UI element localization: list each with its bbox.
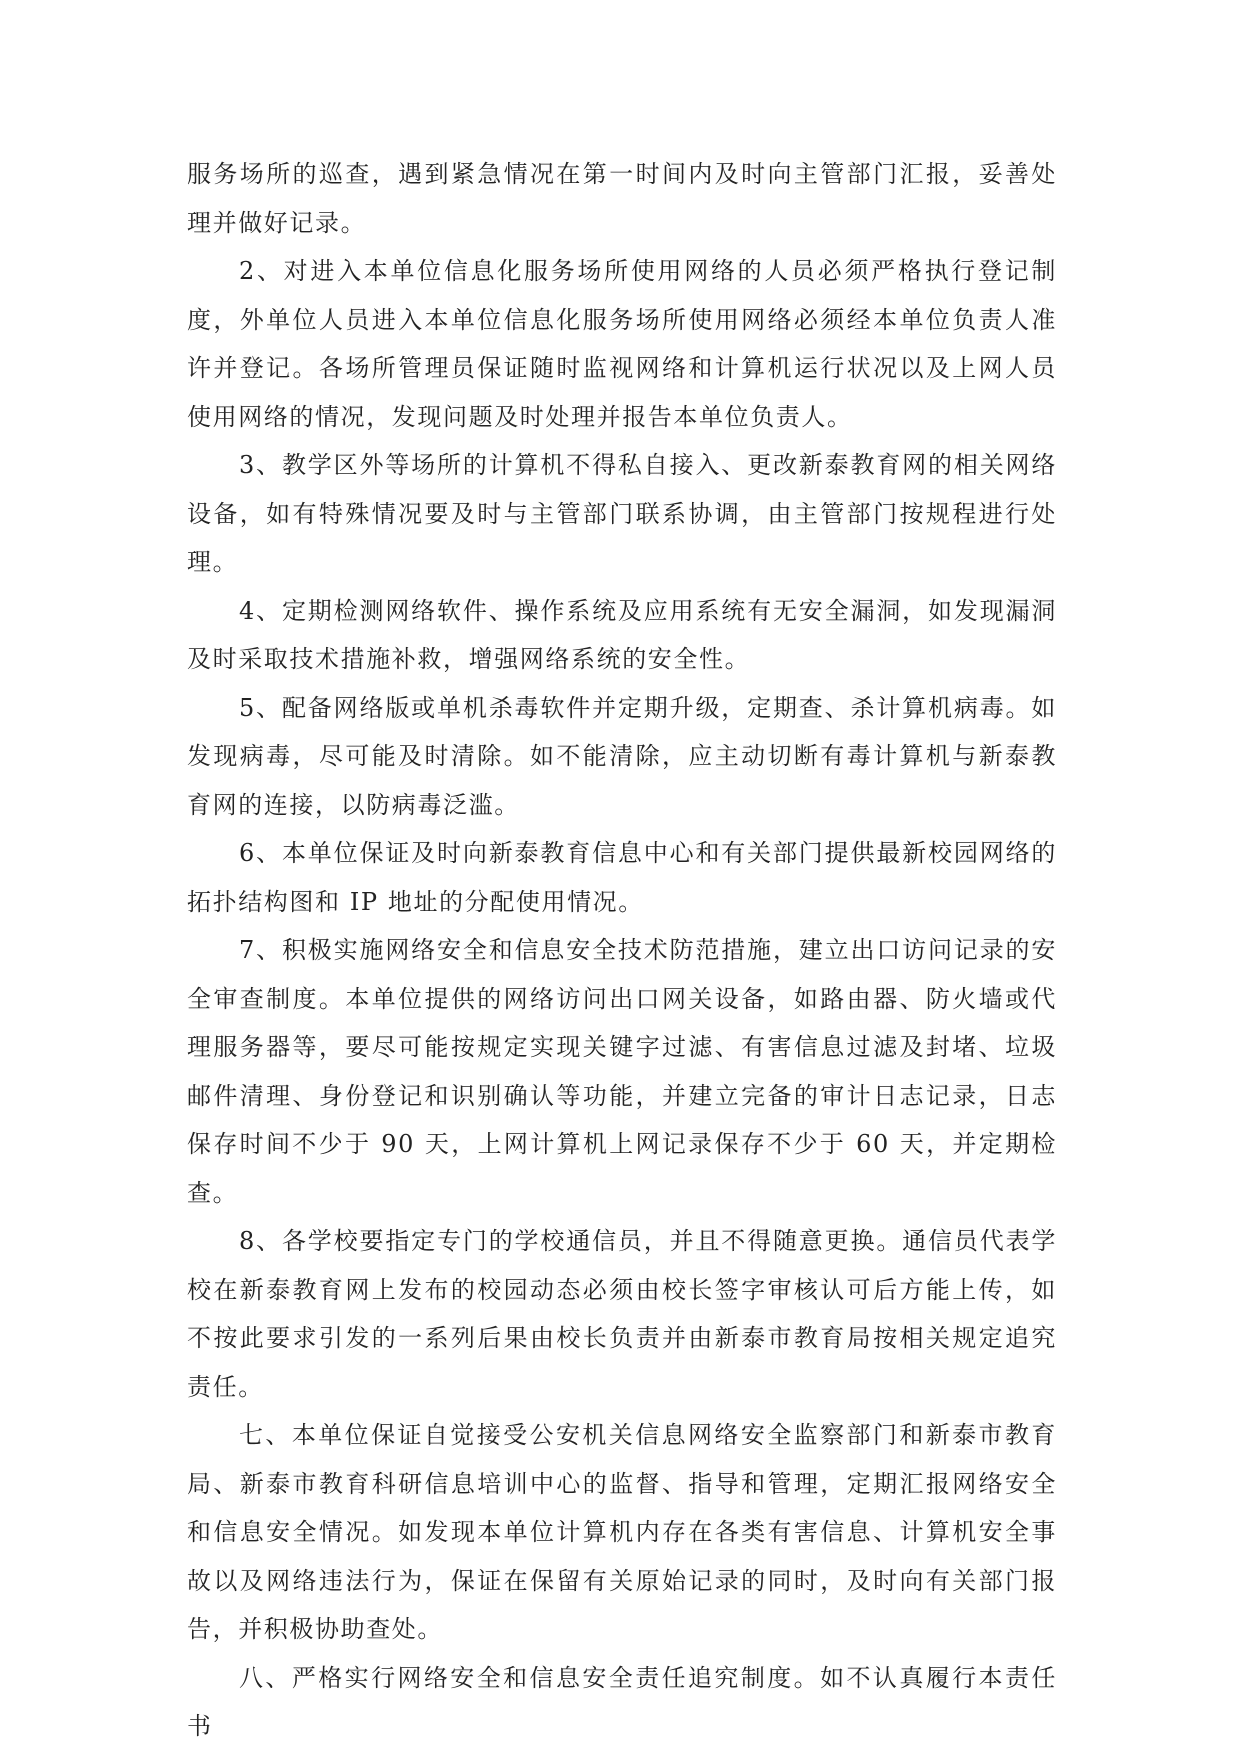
paragraph-item-8: 8、各学校要指定专门的学校通信员，并且不得随意更换。通信员代表学校在新泰教育网上发布的校园动态必须由校长签字审核认可后方能上传，如不按此要求引发的一系列后果由校长负责并由新泰市教育局按相关规定追究责任。 bbox=[187, 1227, 1057, 1401]
paragraph-item-6: 6、本单位保证及时向新泰教育信息中心和有关部门提供最新校园网络的拓扑结构图和 IP 地址的分配使用情况。 bbox=[187, 839, 1057, 916]
paragraph-section-7: 七、本单位保证自觉接受公安机关信息网络安全监察部门和新泰市教育局、新泰市教育科研信息培训中心的监督、指导和管理，定期汇报网络安全和信息安全情况。如发现本单位计算机内存在各类有害信息、计算机安全事故以及网络违法行为，保证在保留有关原始记录的同时，及时向有关部门报告，并积极协助查处。 bbox=[187, 1421, 1057, 1643]
paragraph-item-7: 7、积极实施网络安全和信息安全技术防范措施，建立出口访问记录的安全审查制度。本单位提供的网络访问出口网关设备，如路由器、防火墙或代理服务器等，要尽可能按规定实现关键字过滤、有害信息过滤及封堵、垃圾邮件清理、身份登记和识别确认等功能，并建立完备的审计日志记录，日志保存时间不少于 90 天，上网计算机上网记录保存不少于 60 天，并定期检查。 bbox=[187, 936, 1057, 1207]
paragraph-item-5: 5、配备网络版或单机杀毒软件并定期升级，定期查、杀计算机病毒。如发现病毒，尽可能及时清除。如不能清除，应主动切断有毒计算机与新泰教育网的连接，以防病毒泛滥。 bbox=[187, 693, 1057, 819]
paragraph-item-4: 4、定期检测网络软件、操作系统及应用系统有无安全漏洞，如发现漏洞及时采取技术措施补救，增强网络系统的安全性。 bbox=[187, 596, 1057, 673]
paragraph-item-2: 2、对进入本单位信息化服务场所使用网络的人员必须严格执行登记制度，外单位人员进入本单位信息化服务场所使用网络必须经本单位负责人准许并登记。各场所管理员保证随时监视网络和计算机运行状况以及上网人员使用网络的情况，发现问题及时处理并报告本单位负责人。 bbox=[187, 257, 1057, 431]
document-body bbox=[187, 150, 1057, 1751]
paragraph-section-8: 八、严格实行网络安全和信息安全责任追究制度。如不认真履行本责任书 bbox=[187, 1663, 1057, 1740]
paragraph-item-3: 3、教学区外等场所的计算机不得私自接入、更改新泰教育网的相关网络设备，如有特殊情况要及时与主管部门联系协调，由主管部门按规程进行处理。 bbox=[187, 451, 1057, 576]
paragraph-continued: 服务场所的巡查，遇到紧急情况在第一时间内及时向主管部门汇报，妥善处理并做好记录。 bbox=[187, 160, 1057, 237]
